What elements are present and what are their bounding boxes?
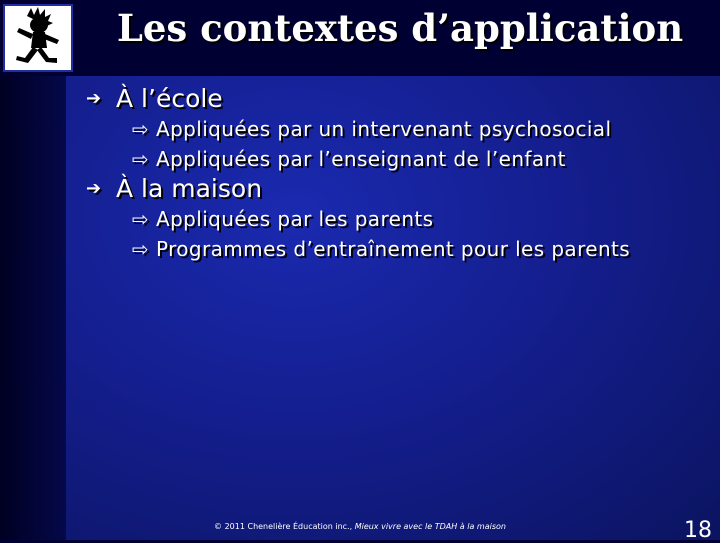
running-child-icon bbox=[5, 6, 71, 70]
sub-bullet-label: Appliquées par les parents bbox=[156, 207, 434, 231]
arrow-bullet-icon: ➔ bbox=[86, 178, 102, 199]
bullet-label: À la maison bbox=[116, 174, 263, 203]
sub-bullet-label: Programmes d’entraînement pour les parents bbox=[156, 237, 631, 261]
content-panel bbox=[66, 76, 720, 540]
slide-title: Les contextes d’application bbox=[116, 6, 684, 50]
sub-bullet bbox=[132, 237, 630, 261]
bullet-maison bbox=[86, 174, 262, 203]
footer-text: © 2011 Chenelière Éducation inc., bbox=[214, 522, 355, 531]
left-band bbox=[0, 76, 66, 540]
bullet-label: À l’école bbox=[116, 84, 223, 113]
sub-bullet bbox=[132, 117, 611, 141]
sub-bullet-label: Appliquées par l’enseignant de l’enfant bbox=[156, 147, 566, 171]
bullet-ecole bbox=[86, 84, 223, 113]
outline-arrow-icon: ⇨ bbox=[132, 117, 150, 141]
outline-arrow-icon: ⇨ bbox=[132, 237, 150, 261]
sub-bullet-label: Appliquées par un intervenant psychosocial bbox=[156, 117, 612, 141]
outline-arrow-icon: ⇨ bbox=[132, 147, 150, 171]
page-number: 18 bbox=[684, 518, 712, 543]
sub-bullet bbox=[132, 207, 434, 231]
outline-arrow-icon: ⇨ bbox=[132, 207, 150, 231]
logo bbox=[3, 4, 73, 72]
footer-copyright bbox=[190, 522, 530, 531]
arrow-bullet-icon: ➔ bbox=[86, 88, 102, 109]
footer-book-title: Mieux vivre avec le TDAH à la maison bbox=[354, 522, 506, 531]
sub-bullet bbox=[132, 147, 566, 171]
